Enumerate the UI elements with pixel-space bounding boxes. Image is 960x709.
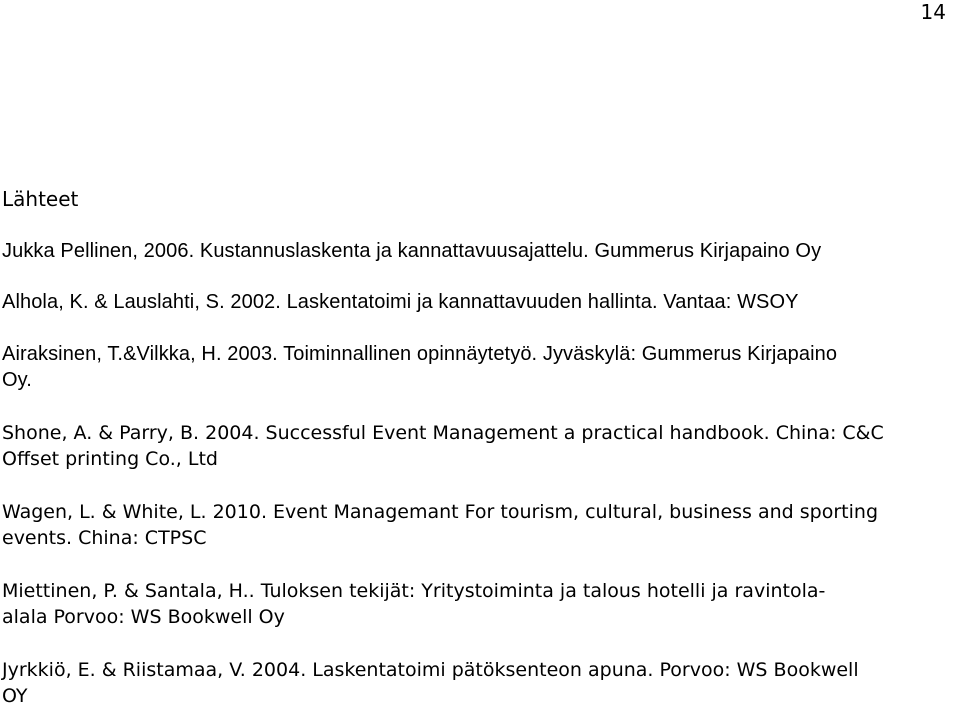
reference-entry xyxy=(2,578,942,630)
reference-entry xyxy=(2,238,942,264)
reference-line: Miettinen, P. & Santala, H.. Tuloksen tekijät: Yritystoiminta ja talous hotelli ja ravintola- xyxy=(2,580,826,602)
page-number: 14 xyxy=(920,0,946,24)
reference-line: Wagen, L. & White, L. 2010. Event Managemant For tourism, cultural, business and sporting xyxy=(2,501,879,523)
reference-entry xyxy=(2,420,942,472)
reference-line: Oy. xyxy=(2,369,32,391)
reference-line: events. China: CTPSC xyxy=(2,527,207,549)
reference-line: alala Porvoo: WS Bookwell Oy xyxy=(2,606,285,628)
reference-line: Airaksinen, T.&Vilkka, H. 2003. Toiminnallinen opinnäytetyö. Jyväskylä: Gummerus Kirjapaino xyxy=(2,343,838,365)
reference-entry xyxy=(2,341,942,393)
reference-line: Jukka Pellinen, 2006. Kustannuslaskenta ja kannattavuusajattelu. Gummerus Kirjapaino Oy xyxy=(2,240,822,262)
references-heading: Lähteet xyxy=(2,187,79,211)
reference-line: Shone, A. & Parry, B. 2004. Successful Event Management a practical handbook. China: C&C xyxy=(2,422,884,444)
reference-line: OY xyxy=(2,685,28,707)
reference-entry xyxy=(2,657,942,709)
reference-line: Jyrkkiö, E. & Riistamaa, V. 2004. Laskentatoimi pätöksenteon apuna. Porvoo: WS Bookwell xyxy=(2,659,859,681)
reference-line: Offset printing Co., Ltd xyxy=(2,448,218,470)
reference-entry xyxy=(2,499,942,551)
reference-entry xyxy=(2,289,942,315)
reference-line: Alhola, K. & Lauslahti, S. 2002. Laskentatoimi ja kannattavuuden hallinta. Vantaa: WSOY xyxy=(2,291,799,313)
